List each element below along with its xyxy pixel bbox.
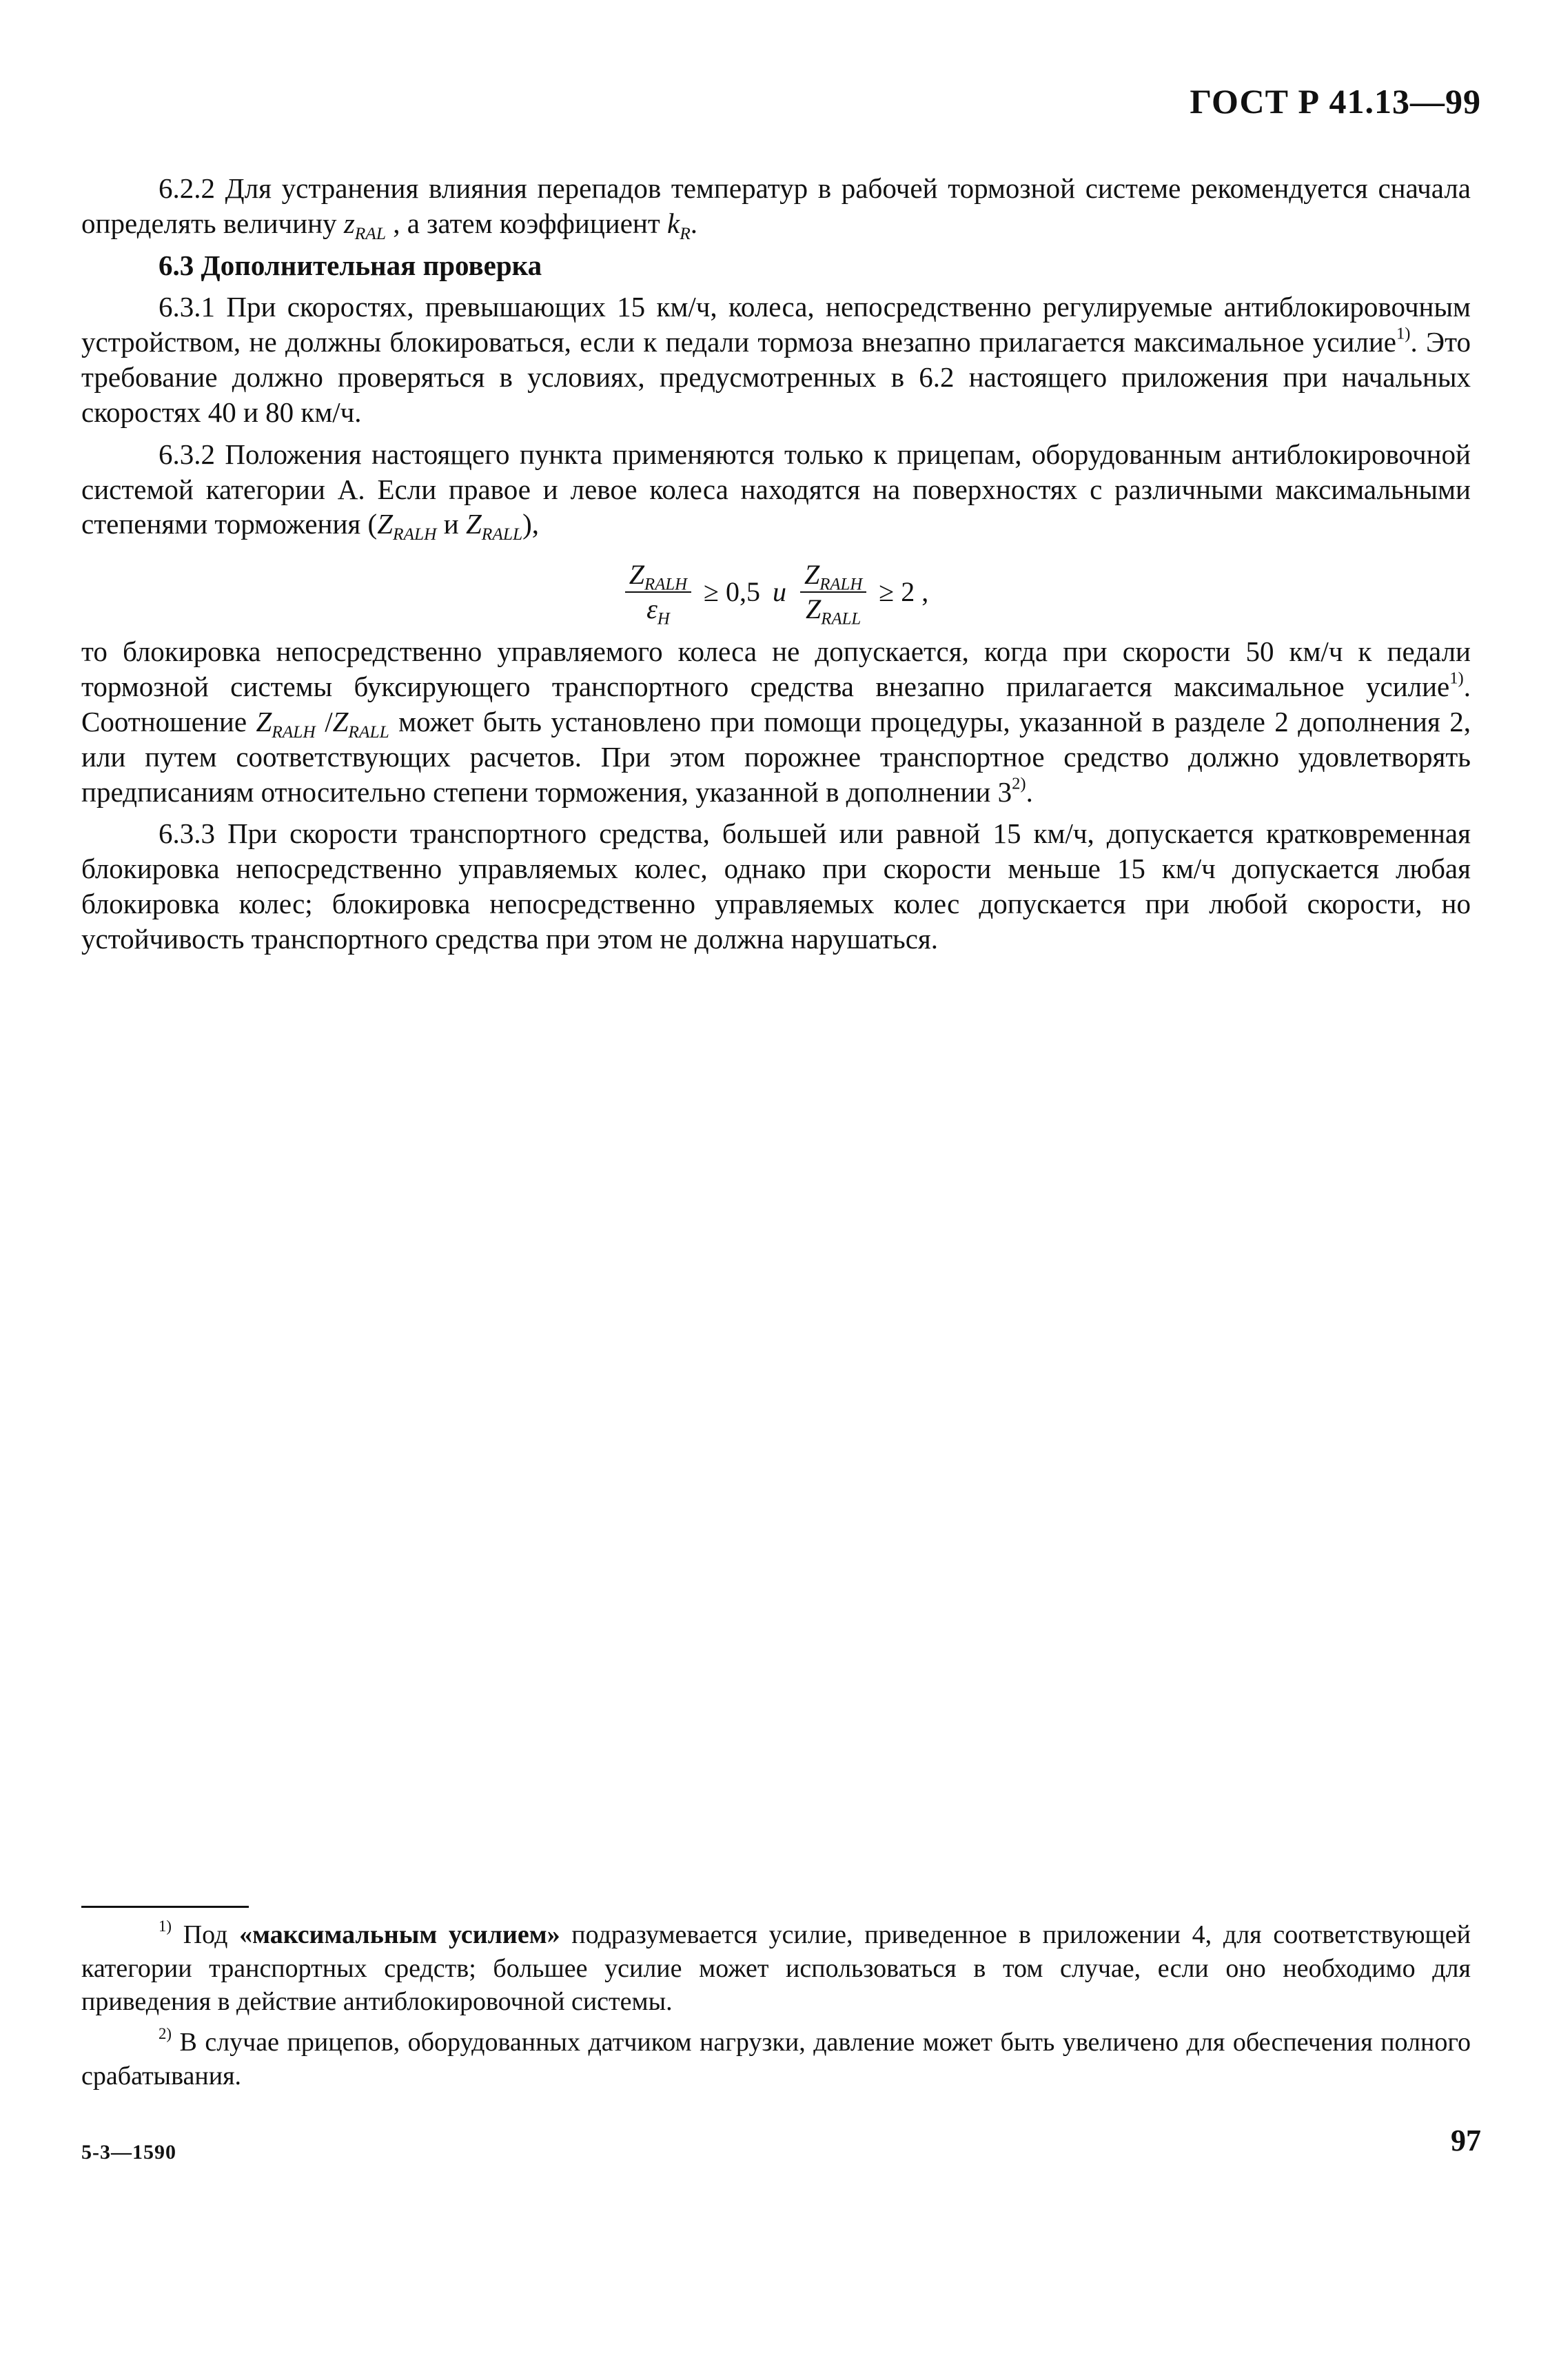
relation-ge-2: ≥ 2 , xyxy=(879,576,929,608)
footnote-1: $^{1)}$ Под «максимальным усилием» подразумевается усилие, приведенное в приложении 4, для соответствующей категории транспортных средств; большее усилие может использоваться в том случае, если оно необходимо для приведения в действие антиблокировочной системы. xyxy=(81,1917,1471,2017)
print-code: 5-3—1590 xyxy=(81,2141,176,2164)
paragraph-6-3-1: 6.3.1 При скоростях, превышающих 15 км/ч, колеса, непосредственно регулируемые антиблокировочным устройством, не должны блокироваться, если к педали тормоза внезапно прилагается максимальное усилие$^{1)}$. Это требование должно проверяться в условиях, предусмотренных в 6.2 настоящего приложения при начальных скоростях 40 и 80 км/ч. xyxy=(81,291,1471,428)
footnotes xyxy=(81,1918,1471,2093)
footnote-marker: 2) xyxy=(159,2024,172,2042)
footnote-ref[interactable]: 1) xyxy=(1396,324,1411,343)
footnote-ref[interactable]: 2) xyxy=(1012,774,1026,793)
formula-conjunction: и xyxy=(773,576,786,608)
footnote-term: «максимальным усилием» xyxy=(239,1920,560,1949)
footnote-2: $^{2)}$ В случае прицепов, оборудованных датчиком нагрузки, давление может быть увеличено для обеспечения полного срабатывания. xyxy=(81,2024,1471,2091)
variable-z-ralh: $Z_{RALH}$ xyxy=(377,508,437,545)
document-code-header: ГОСТ Р 41.13—99 xyxy=(1190,82,1481,121)
footnote-ref[interactable]: 1) xyxy=(1449,669,1464,688)
footnote-separator xyxy=(81,1906,249,1908)
paragraph-6-3-3: 6.3.3 При скорости транспортного средства, большей или равной 15 км/ч, допускается кратковременная блокировка непосредственно управляемых колес, однако при скорости меньше 15 км/ч допускается любая блокировка колес; блокировка непосредственно управляемых колес допускается при любой скорости, но устойчивость транспортного средства при этом не должна нарушаться. xyxy=(81,817,1471,955)
footnote-marker: 1) xyxy=(159,1917,172,1935)
paragraph-after-formula: то блокировка непосредственно управляемого колеса не допускается, когда при скорости 50 км/ч к педали тормозной системы буксирующего транспортного средства внезапно прилагается максимальное усилие$^{1)}$. Соотношение $Z_{RALH}$ $/Z_{RALL}$ может быть установлено при помощи процедуры, указанной в разделе 2 дополнения 2, или путем соответствующих расчетов. При этом порожнее транспортное средство должно удовлетворять предписаниям относительно степени торможения, указанной в дополнении 3$^{2)}$. xyxy=(81,635,1471,808)
braking-condition-formula xyxy=(81,559,1471,629)
variable-z-rall: $Z_{RALL}$ xyxy=(332,705,389,742)
page-number: 97 xyxy=(1451,2124,1481,2157)
section-heading-6-3: 6.3 Дополнительная проверка xyxy=(159,249,542,281)
main-text xyxy=(81,171,1471,957)
variable-k-r: $k_R$ xyxy=(667,207,691,243)
variable-z-ral: $z_{RAL}$ xyxy=(343,207,386,243)
paragraph-6-3-2: 6.3.2 Положения настоящего пункта применяются только к прицепам, оборудованным антиблокировочной системой категории А. Если правое и левое колеса находятся на поверхностях с различными максимальными степенями торможения ($Z_{RALH}$ и $Z_{RALL}$), xyxy=(81,438,1471,545)
relation-ge-0-5: ≥ 0,5 xyxy=(704,576,760,608)
variable-z-rall: $Z_{RALL}$ xyxy=(465,508,523,545)
fraction-z-ralh-over-epsilon-h: $\frac{Z_{RALH}}{\varepsilon_H}$ xyxy=(625,560,691,624)
fraction-z-ralh-over-z-rall: $\frac{Z_{RALH}}{Z_{RALL}}$ xyxy=(800,560,866,624)
paragraph-6-2-2: 6.2.2 Для устранения влияния перепадов температур в рабочей тормозной системе рекомендуется сначала определять величину $z_{RAL}$ , а затем коэффициент $k_R$. xyxy=(81,172,1471,243)
variable-z-ralh: $Z_{RALH}$ xyxy=(256,705,316,742)
